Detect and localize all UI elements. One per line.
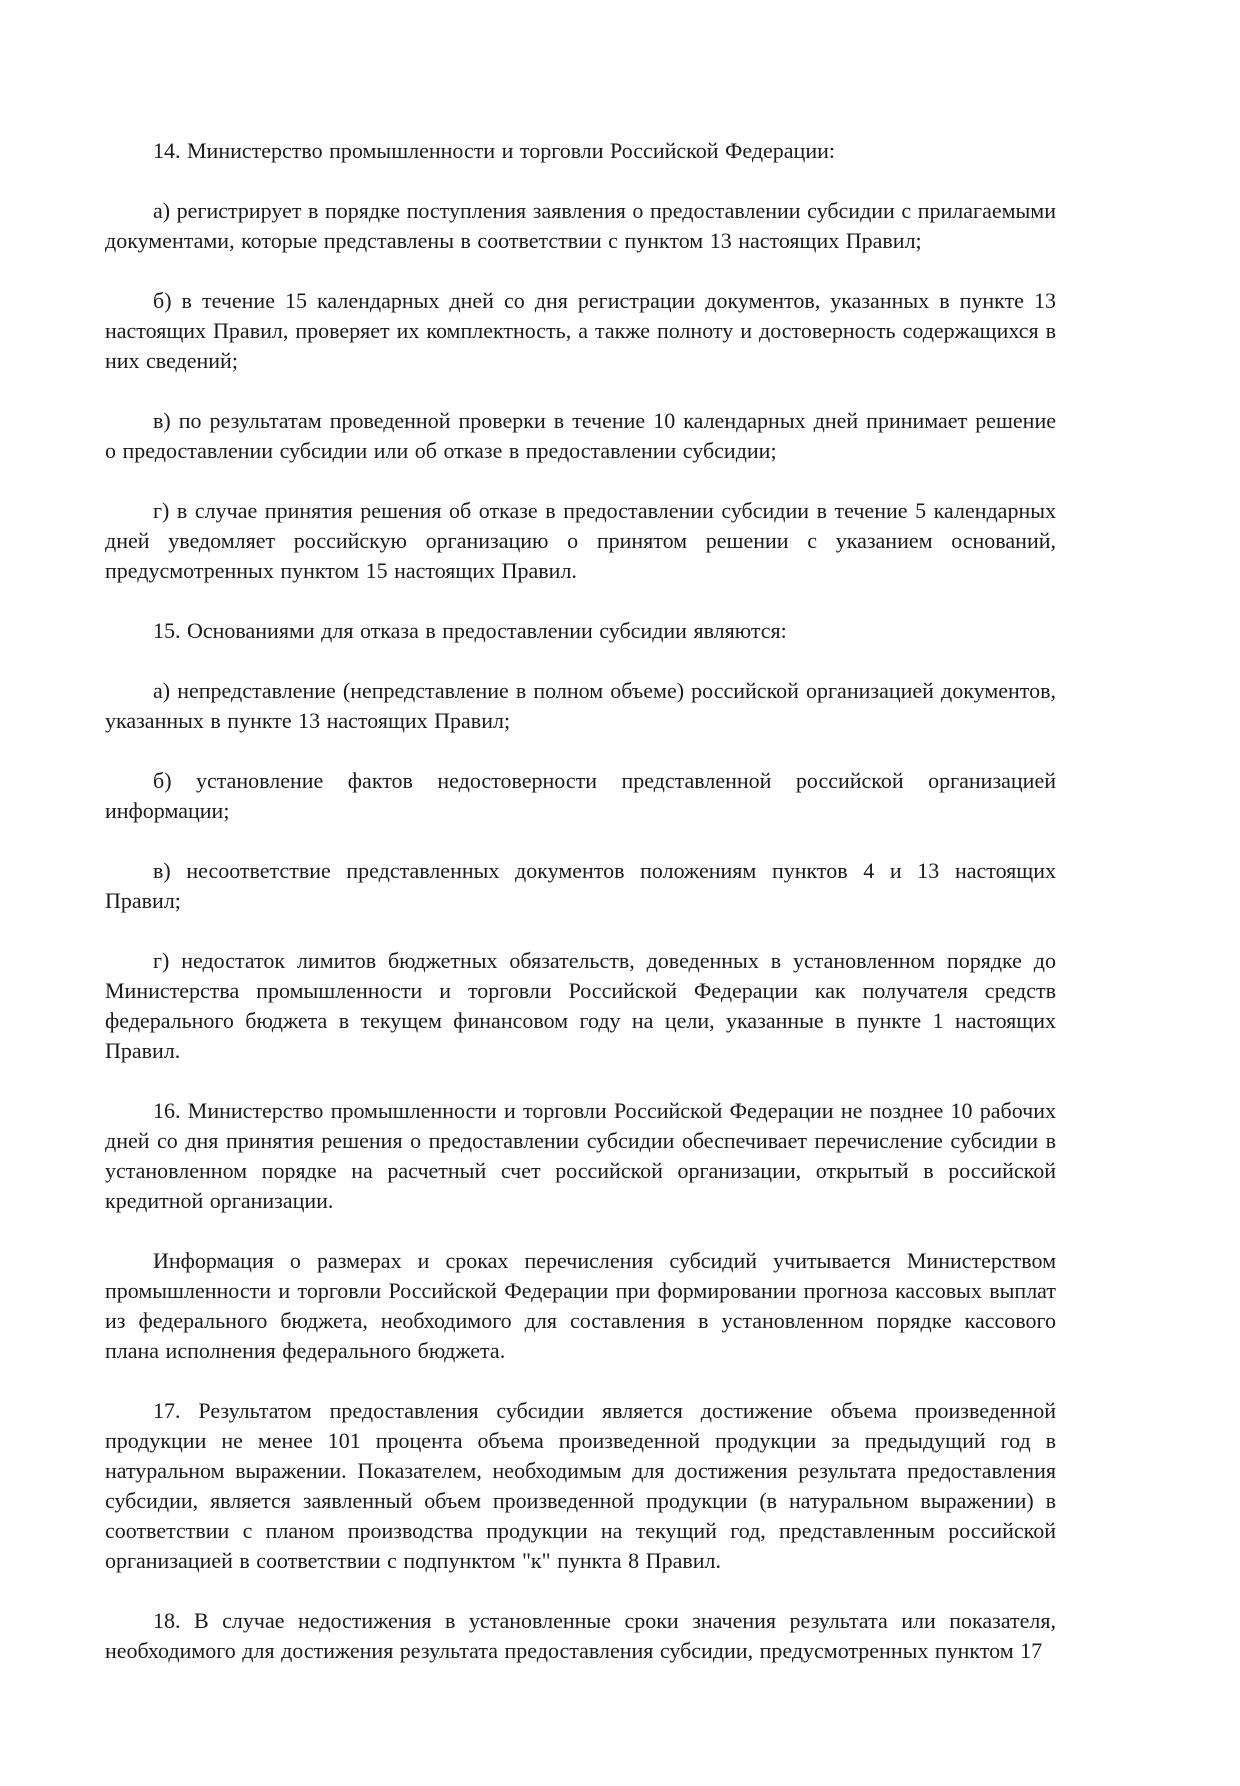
paragraph-15v: в) несоответствие представленных документов положениям пунктов 4 и 13 настоящих Правил;	[105, 858, 1056, 913]
paragraph-15a: а) непредставление (непредставление в полном объеме) российской организацией документов, указанных в пункте 13 настоящих Правил;	[105, 678, 1056, 733]
paragraph-15g: г) недостаток лимитов бюджетных обязательств, доведенных в установленном порядке до Министерства промышленности и торговли Российской Федерации как получателя средств федерального бюджета в текущем финансовом году на цели, указанные в пункте 1 настоящих Правил.	[105, 948, 1056, 1063]
paragraph-18: 18. В случае недостижения в установленные сроки значения результата или показателя, необходимого для достижения результата предоставления субсидии, предусмотренных пунктом 17	[105, 1608, 1056, 1663]
paragraph-16: 16. Министерство промышленности и торговли Российской Федерации не позднее 10 рабочих дней со дня принятия решения о предоставлении субсидии обеспечивает перечисление субсидии в установленном порядке на расчетный счет российской организации, открытый в российской кредитной организации.	[105, 1098, 1056, 1213]
paragraph-15b: б) установление фактов недостоверности представленной российской организацией информации;	[105, 768, 1056, 823]
paragraph-14a: а) регистрирует в порядке поступления заявления о предоставлении субсидии с прилагаемыми документами, которые представлены в соответствии с пунктом 13 настоящих Правил;	[105, 198, 1056, 253]
paragraph-14g: г) в случае принятия решения об отказе в предоставлении субсидии в течение 5 календарных дней уведомляет российскую организацию о принятом решении с указанием оснований, предусмотренных пунктом 15 настоящих Правил.	[105, 498, 1056, 583]
paragraph-14v: в) по результатам проведенной проверки в течение 10 календарных дней принимает решение о предоставлении субсидии или об отказе в предоставлении субсидии;	[105, 408, 1056, 463]
paragraph-14: 14. Министерство промышленности и торговли Российской Федерации:	[153, 138, 835, 163]
paragraph-14b: б) в течение 15 календарных дней со дня регистрации документов, указанных в пункте 13 настоящих Правил, проверяет их комплектность, а также полноту и достоверность содержащихся в них сведений;	[105, 288, 1056, 373]
paragraph-15: 15. Основаниями для отказа в предоставлении субсидии являются:	[153, 618, 787, 643]
paragraph-17: 17. Результатом предоставления субсидии является достижение объема произведенной продукции не менее 101 процента объема произведенной продукции за предыдущий год в натуральном выражении. Показателем, необходимым для достижения результата предоставления субсидии, является заявленный объем произведенной продукции (в натуральном выражении) в соответствии с планом производства продукции на текущий год, представленным российской организацией в соответствии с подпунктом "к" пункта 8 Правил.	[105, 1398, 1056, 1573]
paragraph-16-info: Информация о размерах и сроках перечисления субсидий учитывается Министерством промышленности и торговли Российской Федерации при формировании прогноза кассовых выплат из федерального бюджета, необходимого для составления в установленном порядке кассового плана исполнения федерального бюджета.	[105, 1248, 1056, 1363]
